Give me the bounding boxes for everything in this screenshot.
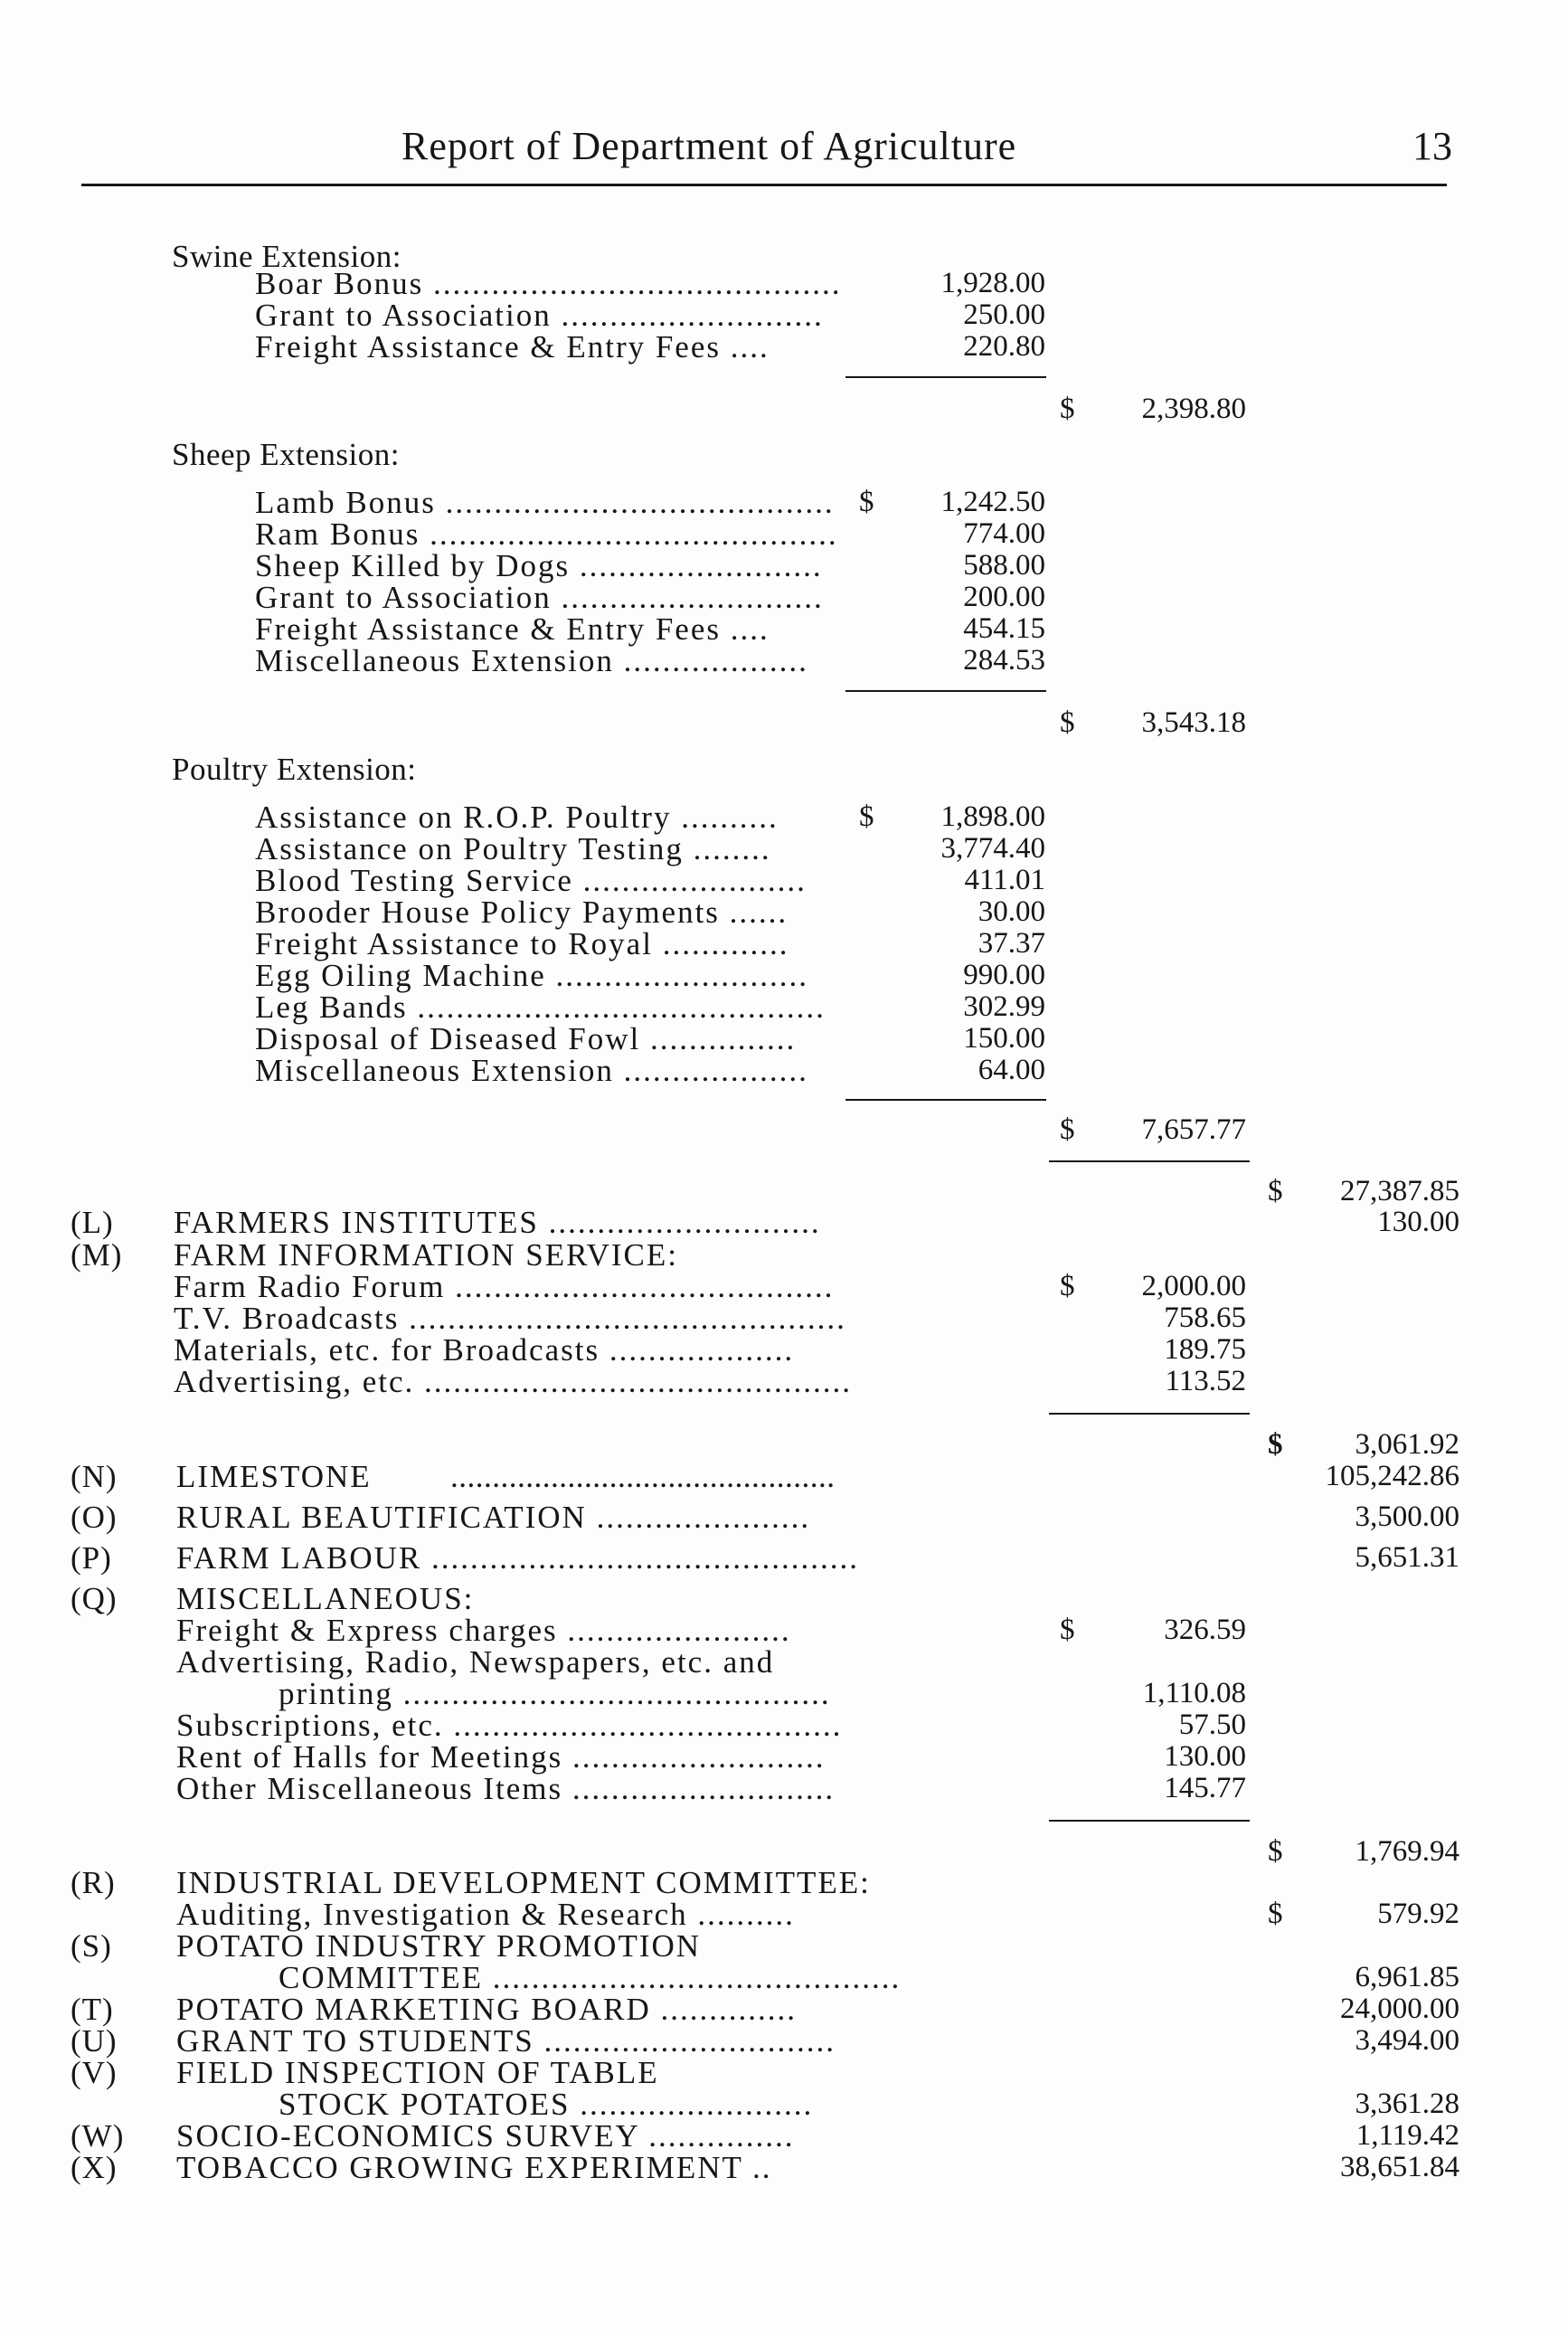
sheep-item-label: Freight Assistance & Entry Fees .... bbox=[255, 611, 770, 647]
dollar-sign: $ bbox=[1268, 1175, 1283, 1207]
field-inspection-label: FIELD INSPECTION OF TABLE bbox=[176, 2055, 659, 2090]
farm-info-item-amount: 189.75 bbox=[1164, 1333, 1246, 1366]
misc-item-label: Advertising, Radio, Newspapers, etc. and bbox=[176, 1644, 775, 1680]
poultry-item-label: Assistance on Poultry Testing ........ bbox=[255, 831, 771, 866]
misc-heading: MISCELLANEOUS: bbox=[176, 1581, 475, 1616]
section-letter: (R) bbox=[71, 1865, 116, 1900]
farm-labour-amount: 5,651.31 bbox=[1355, 1541, 1459, 1574]
subtotal-rule bbox=[845, 376, 1046, 378]
sheep-item-label: Lamb Bonus ........................................ bbox=[255, 485, 835, 520]
sheep-item-amount: 588.00 bbox=[963, 549, 1045, 582]
poultry-heading: Poultry Extension: bbox=[172, 752, 417, 787]
tobacco-experiment-amount: 38,651.84 bbox=[1340, 2151, 1459, 2183]
poultry-item-amount: 990.00 bbox=[963, 959, 1045, 991]
dollar-sign: $ bbox=[1060, 706, 1075, 739]
dollar-sign: $ bbox=[1060, 1113, 1075, 1146]
limestone-leader: .............................................. bbox=[450, 1459, 836, 1494]
potato-marketing-amount: 24,000.00 bbox=[1340, 1993, 1459, 2025]
misc-item-label: Freight & Express charges ....................... bbox=[176, 1613, 791, 1648]
potato-promotion-label-cont: COMMITTEE .......................................... bbox=[279, 1960, 902, 1995]
misc-item-label: Subscriptions, etc. ........................................ bbox=[176, 1708, 843, 1743]
poultry-item-label: Miscellaneous Extension ................... bbox=[255, 1053, 808, 1088]
poultry-item-label: Leg Bands .......................................... bbox=[255, 989, 826, 1025]
farm-info-item-label: Materials, etc. for Broadcasts ................... bbox=[174, 1332, 795, 1368]
poultry-item-amount: 64.00 bbox=[978, 1054, 1045, 1086]
section-letter: (M) bbox=[71, 1237, 123, 1273]
swine-item-label: Freight Assistance & Entry Fees .... bbox=[255, 329, 770, 364]
poultry-item-amount: 150.00 bbox=[963, 1022, 1045, 1055]
swine-heading: Swine Extension: bbox=[172, 239, 401, 274]
poultry-item-amount: 1,898.00 bbox=[940, 800, 1045, 833]
potato-promotion-amount: 6,961.85 bbox=[1355, 1961, 1459, 1993]
sheep-item-label: Grant to Association ........................... bbox=[255, 580, 824, 615]
farm-info-item-label: Farm Radio Forum ....................................... bbox=[174, 1269, 835, 1304]
limestone-label: LIMESTONE bbox=[176, 1459, 372, 1494]
section-letter: (V) bbox=[71, 2055, 118, 2090]
section-letter: (T) bbox=[71, 1992, 114, 2027]
poultry-item-label: Egg Oiling Machine .......................... bbox=[255, 958, 809, 993]
dollar-sign: $ bbox=[859, 486, 874, 518]
misc-item-amount: 130.00 bbox=[1164, 1740, 1246, 1773]
dollar-sign: $ bbox=[1268, 1428, 1283, 1461]
poultry-item-amount: 37.37 bbox=[978, 927, 1045, 960]
sheep-item-amount: 284.53 bbox=[963, 644, 1045, 677]
swine-item-label: Boar Bonus .......................................... bbox=[255, 266, 842, 301]
sheep-item-amount: 454.15 bbox=[963, 612, 1045, 645]
grant-students-amount: 3,494.00 bbox=[1355, 2024, 1459, 2057]
dollar-sign: $ bbox=[1268, 1898, 1283, 1930]
subtotal-rule bbox=[1049, 1160, 1250, 1162]
farm-labour-label: FARM LABOUR ............................................ bbox=[176, 1540, 860, 1576]
sheep-total: 3,543.18 bbox=[1141, 706, 1246, 739]
farm-info-total: 3,061.92 bbox=[1355, 1428, 1459, 1461]
farm-info-item-label: Advertising, etc. ............................................ bbox=[174, 1364, 853, 1399]
poultry-item-amount: 411.01 bbox=[964, 864, 1045, 896]
sheep-item-amount: 200.00 bbox=[963, 581, 1045, 613]
poultry-item-label: Disposal of Diseased Fowl ............... bbox=[255, 1021, 797, 1056]
swine-item-label: Grant to Association ........................... bbox=[255, 298, 824, 333]
section-letter: (Q) bbox=[71, 1581, 118, 1616]
industrial-dev-item-label: Auditing, Investigation & Research .......... bbox=[176, 1897, 795, 1932]
farm-info-item-amount: 758.65 bbox=[1164, 1302, 1246, 1334]
section-letter: (P) bbox=[71, 1540, 112, 1576]
poultry-item-amount: 30.00 bbox=[978, 895, 1045, 928]
misc-item-label: Other Miscellaneous Items ........................... bbox=[176, 1771, 836, 1806]
industrial-dev-heading: INDUSTRIAL DEVELOPMENT COMMITTEE: bbox=[176, 1865, 871, 1900]
sheep-item-amount: 1,242.50 bbox=[940, 486, 1045, 518]
farmers-institutes-amount: 130.00 bbox=[1377, 1206, 1459, 1238]
tobacco-experiment-label: TOBACCO GROWING EXPERIMENT .. bbox=[176, 2150, 772, 2185]
grant-students-label: GRANT TO STUDENTS .............................. bbox=[176, 2023, 836, 2059]
dollar-sign: $ bbox=[1060, 393, 1075, 425]
misc-item-amount: 1,110.08 bbox=[1142, 1677, 1246, 1709]
poultry-item-label: Assistance on R.O.P. Poultry .......... bbox=[255, 800, 779, 835]
swine-total: 2,398.80 bbox=[1141, 393, 1246, 425]
section-letter: (W) bbox=[71, 2118, 125, 2154]
section-letter: (L) bbox=[71, 1205, 114, 1240]
potato-promotion-label: POTATO INDUSTRY PROMOTION bbox=[176, 1928, 702, 1964]
page-title: Report of Department of Agriculture bbox=[401, 124, 1017, 168]
sheep-heading: Sheep Extension: bbox=[172, 437, 400, 472]
section-letter: (N) bbox=[71, 1459, 118, 1494]
section-letter: (S) bbox=[71, 1928, 112, 1964]
farm-info-item-label: T.V. Broadcasts ............................................. bbox=[174, 1301, 846, 1336]
subtotal-rule bbox=[845, 690, 1046, 692]
dollar-sign: $ bbox=[1060, 1270, 1075, 1302]
farmers-institutes-label: FARMERS INSTITUTES ............................ bbox=[174, 1205, 821, 1240]
poultry-item-label: Freight Assistance to Royal ............. bbox=[255, 926, 789, 961]
misc-item-label: Rent of Halls for Meetings .......................... bbox=[176, 1739, 826, 1775]
misc-total: 1,769.94 bbox=[1355, 1835, 1459, 1868]
rural-beautification-amount: 3,500.00 bbox=[1355, 1501, 1459, 1533]
rural-beautification-label: RURAL BEAUTIFICATION ...................... bbox=[176, 1500, 811, 1535]
poultry-item-amount: 3,774.40 bbox=[940, 832, 1045, 865]
poultry-total: 7,657.77 bbox=[1141, 1113, 1246, 1146]
subtotal-rule bbox=[1049, 1413, 1250, 1415]
misc-item-amount: 145.77 bbox=[1164, 1772, 1246, 1804]
header-rule bbox=[81, 184, 1447, 186]
subtotal-rule bbox=[845, 1099, 1046, 1101]
potato-marketing-label: POTATO MARKETING BOARD .............. bbox=[176, 1992, 797, 2027]
section-letter: (O) bbox=[71, 1500, 118, 1535]
socio-economics-label: SOCIO-ECONOMICS SURVEY ............... bbox=[176, 2118, 795, 2154]
swine-item-amount: 250.00 bbox=[963, 298, 1045, 331]
farm-info-heading: FARM INFORMATION SERVICE: bbox=[174, 1237, 678, 1273]
page-number: 13 bbox=[1412, 124, 1452, 168]
poultry-item-label: Brooder House Policy Payments ...... bbox=[255, 895, 789, 930]
dollar-sign: $ bbox=[1268, 1835, 1283, 1868]
sheep-item-label: Sheep Killed by Dogs ......................... bbox=[255, 548, 823, 583]
extension-grand-total: 27,387.85 bbox=[1340, 1175, 1459, 1207]
industrial-dev-amount: 579.92 bbox=[1377, 1898, 1459, 1930]
section-letter: (X) bbox=[71, 2150, 118, 2185]
misc-item-label: printing ............................................ bbox=[279, 1676, 831, 1711]
sheep-item-label: Ram Bonus .......................................... bbox=[255, 516, 838, 552]
field-inspection-amount: 3,361.28 bbox=[1355, 2088, 1459, 2120]
section-letter: (U) bbox=[71, 2023, 118, 2059]
limestone-amount: 105,242.86 bbox=[1325, 1460, 1459, 1492]
poultry-item-amount: 302.99 bbox=[963, 990, 1045, 1023]
subtotal-rule bbox=[1049, 1820, 1250, 1822]
misc-item-amount: 326.59 bbox=[1164, 1614, 1246, 1646]
swine-item-amount: 220.80 bbox=[963, 330, 1045, 363]
dollar-sign: $ bbox=[1060, 1614, 1075, 1646]
swine-item-amount: 1,928.00 bbox=[940, 267, 1045, 299]
poultry-item-label: Blood Testing Service ....................... bbox=[255, 863, 807, 898]
farm-info-item-amount: 2,000.00 bbox=[1141, 1270, 1246, 1302]
sheep-item-label: Miscellaneous Extension ................... bbox=[255, 643, 808, 678]
field-inspection-label-cont: STOCK POTATOES ........................ bbox=[279, 2087, 814, 2122]
misc-item-amount: 57.50 bbox=[1178, 1709, 1246, 1741]
sheep-item-amount: 774.00 bbox=[963, 517, 1045, 550]
socio-economics-amount: 1,119.42 bbox=[1355, 2119, 1459, 2152]
dollar-sign: $ bbox=[859, 800, 874, 833]
farm-info-item-amount: 113.52 bbox=[1165, 1365, 1246, 1397]
